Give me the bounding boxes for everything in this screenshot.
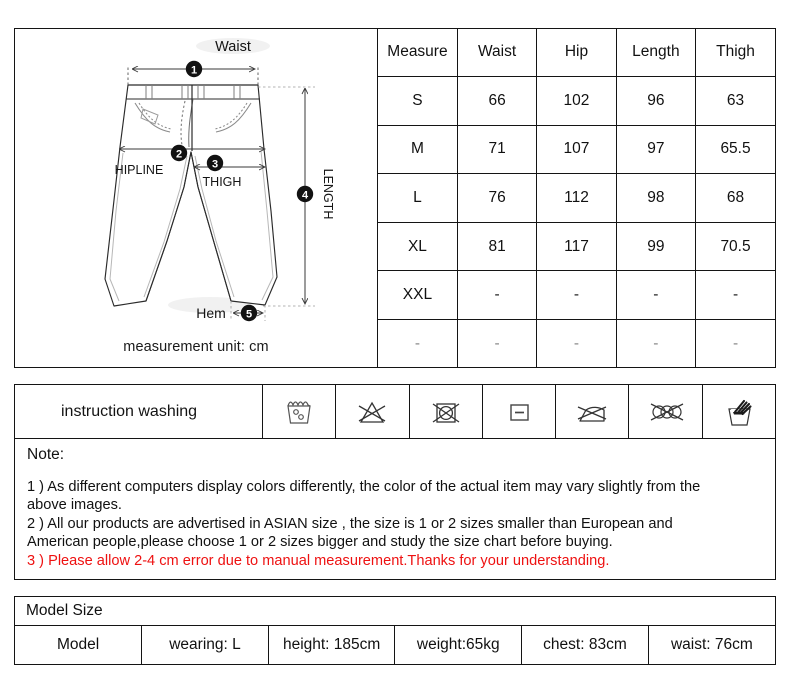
measure-cell-thigh: 65.5 xyxy=(696,125,775,174)
model-detail-cell: wearing: L xyxy=(142,626,269,664)
do-not-dry-clean-icon xyxy=(629,385,702,438)
measure-cell-length: 97 xyxy=(616,125,695,174)
size-cell: L xyxy=(378,174,457,223)
model-size-row xyxy=(15,626,775,664)
size-table-header-waist: Waist xyxy=(457,29,536,76)
model-size-title: Model Size xyxy=(15,597,775,626)
measure-cell-thigh: - xyxy=(696,320,775,367)
measure-cell-waist: 81 xyxy=(457,222,536,271)
model-detail-cell: chest: 83cm xyxy=(522,626,649,664)
table-row xyxy=(378,76,775,125)
length-label: LENGTH xyxy=(321,168,335,220)
measure-cell-hip: 112 xyxy=(537,174,616,223)
size-cell: XL xyxy=(378,222,457,271)
measurement-unit-note: measurement unit: cm xyxy=(123,339,269,355)
washing-instruction-row xyxy=(15,385,775,439)
measure-cell-hip: 102 xyxy=(537,76,616,125)
marker-2-label: 2 xyxy=(175,148,183,161)
size-chart-panel xyxy=(14,28,776,368)
size-table-header-measure: Measure xyxy=(378,29,457,76)
hem-label: Hem xyxy=(196,305,226,321)
model-label-cell: Model xyxy=(15,626,142,664)
measure-cell-length: 99 xyxy=(616,222,695,271)
table-row xyxy=(378,271,775,320)
note-line-5: 3 ) Please allow 2-4 cm error due to manual measurement.Thanks for your understanding. xyxy=(27,552,610,569)
measure-cell-thigh: - xyxy=(696,271,775,320)
measure-cell-hip: - xyxy=(537,320,616,367)
measure-cell-length: 96 xyxy=(616,76,695,125)
model-detail-cell: waist: 76cm xyxy=(670,636,753,653)
pants-diagram xyxy=(15,29,377,367)
measure-cell-waist: - xyxy=(457,271,536,320)
measure-cell-length: - xyxy=(616,320,695,367)
dry-flat-icon xyxy=(483,385,556,438)
hipline-label: HIPLINE xyxy=(114,163,164,177)
do-not-bleach-icon xyxy=(336,385,409,438)
measure-cell-waist: - xyxy=(457,320,536,367)
measure-cell-hip: 117 xyxy=(537,222,616,271)
note-line-2: above images. xyxy=(27,497,122,514)
model-size-panel xyxy=(14,596,776,665)
size-cell: XXL xyxy=(378,271,457,320)
table-row xyxy=(378,320,775,367)
measure-cell-thigh: 70.5 xyxy=(696,222,775,271)
do-not-tumble-dry-icon xyxy=(410,385,483,438)
waist-label: Waist xyxy=(215,39,251,55)
model-size-table xyxy=(15,626,775,664)
model-detail-cell: weight:65kg xyxy=(395,626,522,664)
marker-4-label: 4 xyxy=(301,189,309,202)
pants-diagram-svg xyxy=(15,29,377,339)
measure-cell-length: 98 xyxy=(616,174,695,223)
measure-cell-waist: 76 xyxy=(457,174,536,223)
table-row xyxy=(378,174,775,223)
marker-1-label: 1 xyxy=(190,64,198,77)
do-not-iron-icon xyxy=(556,385,629,438)
measure-cell-hip: - xyxy=(537,271,616,320)
measure-cell-length: - xyxy=(616,271,695,320)
measure-cell-thigh: 63 xyxy=(696,76,775,125)
washing-note-panel xyxy=(14,384,776,580)
measure-cell-waist: 71 xyxy=(457,125,536,174)
note-heading: Note: xyxy=(27,446,65,463)
hand-wash-tub-icon xyxy=(703,385,775,438)
table-row xyxy=(378,222,775,271)
measure-cell-hip: 107 xyxy=(537,125,616,174)
size-table-header-row xyxy=(378,29,775,76)
size-cell: M xyxy=(378,125,457,174)
note-line-3: 2 ) All our products are advertised in ASIAN size , the size is 1 or 2 sizes smaller than European and xyxy=(27,515,673,532)
marker-3-label: 3 xyxy=(211,158,219,171)
measure-cell-waist: 66 xyxy=(457,76,536,125)
marker-5-label: 5 xyxy=(245,308,253,321)
washing-instruction-label: instruction washing xyxy=(15,385,263,438)
wash-40-gentle-tub-icon xyxy=(263,385,336,438)
note-section xyxy=(15,439,775,570)
size-table-header-hip: Hip xyxy=(537,29,616,76)
note-line-1: 1 ) As different computers display colors differently, the color of the actual item may vary slightly from the xyxy=(27,479,701,495)
size-cell: S xyxy=(378,76,457,125)
thigh-label: THIGH xyxy=(202,175,242,189)
size-table xyxy=(378,29,775,367)
size-table-header-thigh: Thigh xyxy=(696,29,775,76)
note-line-4: American people,please choose 1 or 2 sizes bigger and study the size chart before buying. xyxy=(27,534,613,551)
size-table-header-length: Length xyxy=(616,29,695,76)
table-row xyxy=(378,125,775,174)
measure-cell-thigh: 68 xyxy=(696,174,775,223)
size-table-container xyxy=(377,29,775,367)
size-cell: - xyxy=(378,320,457,367)
model-detail-cell: height: 185cm xyxy=(268,626,395,664)
